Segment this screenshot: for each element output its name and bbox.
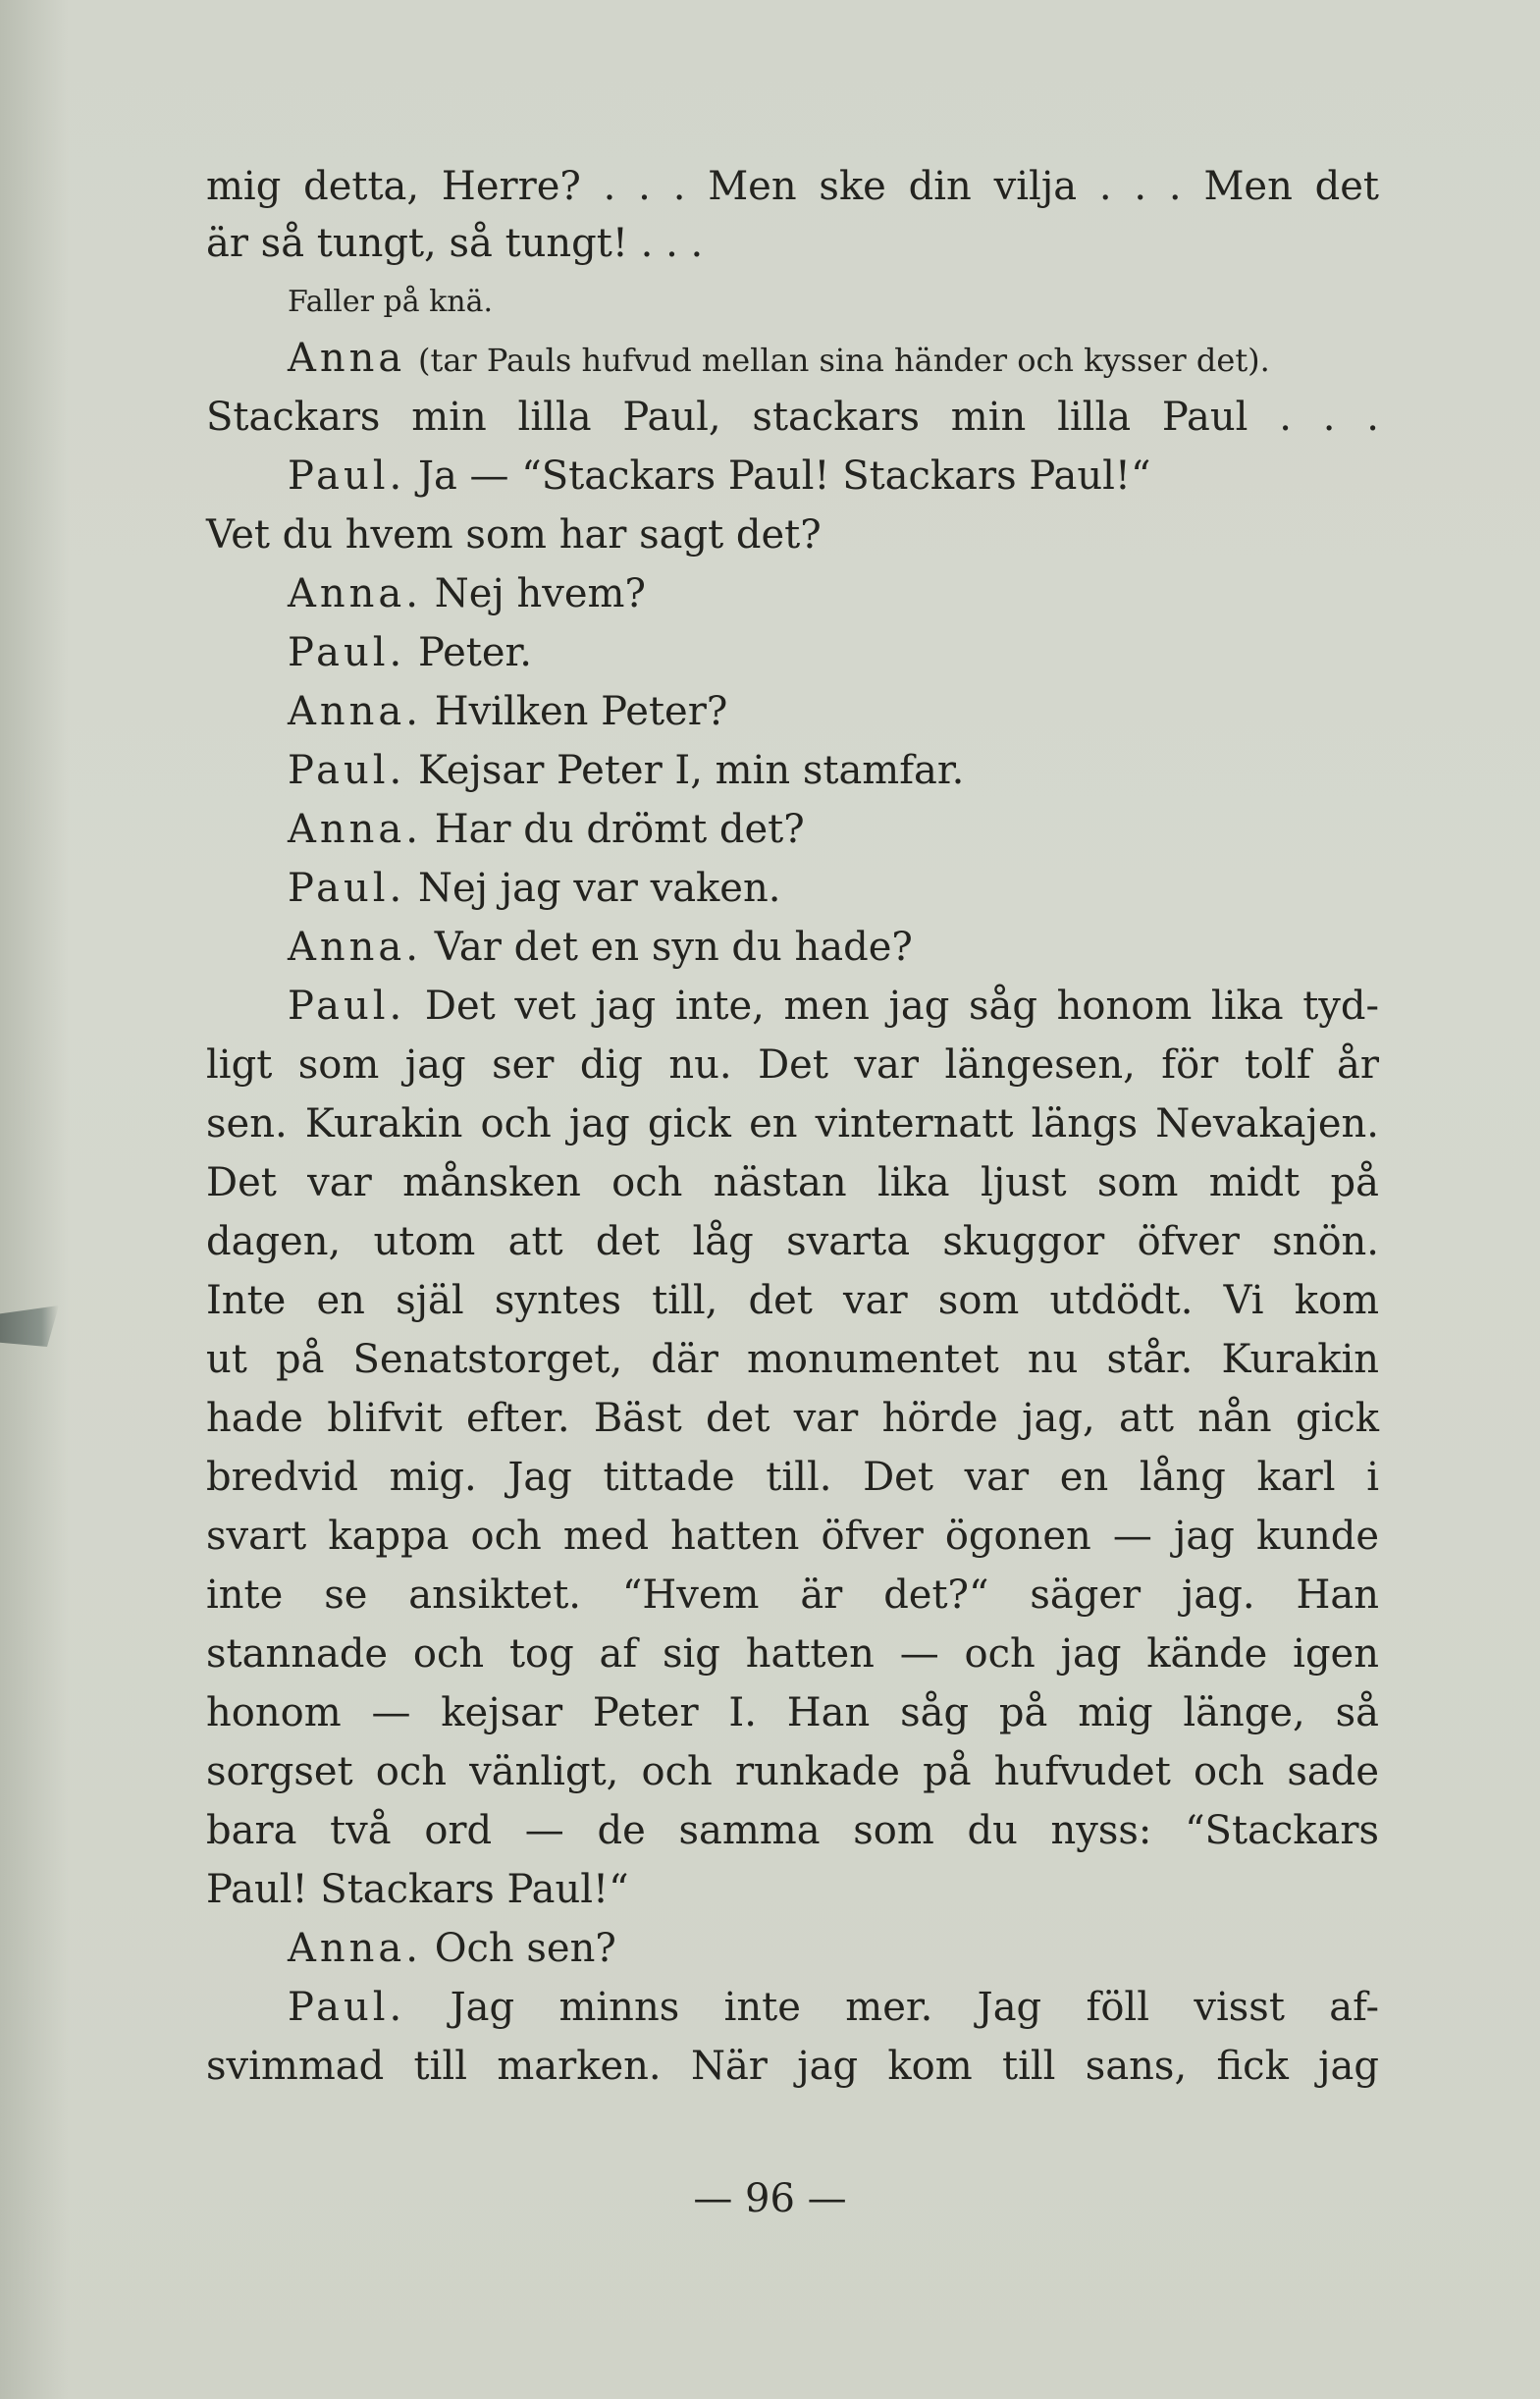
text-line: Det var månsken och nästan lika ljust som midt på <box>206 1160 1379 1205</box>
dialogue-line: Anna. Hvilken Peter? <box>288 689 728 734</box>
text-line: mig detta, Herre? . . . Men ske din vilja . . . Men det <box>206 164 1379 209</box>
text-line: Stackars min lilla Paul, stackars min lilla Paul . . . <box>206 395 1379 440</box>
speaker-name: Anna. <box>288 807 422 852</box>
text-line: sen. Kurakin och jag gick en vinternatt längs Nevakajen. <box>206 1101 1379 1146</box>
text-line: svart kappa och med hatten öfver ögonen — jag kunde <box>206 1514 1379 1559</box>
text-line: inte se ansiktet. “Hvem är det?“ säger jag. Han <box>206 1573 1379 1618</box>
dialogue-line: Paul. Kejsar Peter I, min stamfar. <box>288 748 965 793</box>
stage-direction: Faller på knä. <box>288 285 494 319</box>
speaker-name: Paul. <box>288 630 406 675</box>
dialogue-line: Anna. Nej hvem? <box>288 571 646 616</box>
speaker-name: Anna. <box>288 689 422 734</box>
speaker-name: Paul. <box>288 866 406 911</box>
dialogue-line: Paul. Ja — “Stackars Paul! Stackars Paul!“ <box>288 453 1151 499</box>
dialogue-line: Anna (tar Pauls hufvud mellan sina händer och kysser det). <box>288 336 1270 381</box>
text-line: svimmad till marken. När jag kom till sans, fick jag <box>206 2044 1379 2089</box>
text-line: Vet du hvem som har sagt det? <box>206 512 822 558</box>
dialogue-line: Paul. Peter. <box>288 630 532 675</box>
speaker-name: Paul. <box>288 748 406 793</box>
text-line: honom — kejsar Peter I. Han såg på mig länge, så <box>206 1690 1379 1735</box>
text-line: bredvid mig. Jag tittade till. Det var en lång karl i <box>206 1455 1379 1500</box>
speaker-name: Paul. <box>288 453 406 499</box>
text-line: hade blifvit efter. Bäst det var hörde jag, att nån gick <box>206 1396 1379 1441</box>
text-line: Paul! Stackars Paul!“ <box>206 1867 629 1912</box>
speaker-name: Paul. <box>288 1985 406 2030</box>
dialogue-line: Paul. Nej jag var vaken. <box>288 866 781 911</box>
page-number: — 96 — <box>693 2176 847 2221</box>
text-line: Inte en själ syntes till, det var som utdödt. Vi kom <box>206 1278 1379 1323</box>
speaker-name: Anna. <box>288 1926 422 1971</box>
dialogue-line: Paul. Jag minns inte mer. Jag föll visst af- <box>288 1985 1379 2030</box>
text-line: ligt som jag ser dig nu. Det var längesen, för tolf år <box>206 1042 1379 1088</box>
speaker-name: Anna. <box>288 925 422 970</box>
speaker-name: Anna. <box>288 571 422 616</box>
page-gutter-shadow <box>0 0 69 2399</box>
dialogue-line: Anna. Var det en syn du hade? <box>288 925 913 970</box>
dialogue-line: Paul. Det vet jag inte, men jag såg honom lika tyd- <box>288 984 1380 1029</box>
dialogue-line: Anna. Och sen? <box>288 1926 616 1971</box>
speaker-name: Paul. <box>288 984 406 1029</box>
text-line: är så tungt, så tungt! . . . <box>206 221 704 266</box>
speaker-name: Anna <box>288 336 406 381</box>
text-line: stannade och tog af sig hatten — och jag kände igen <box>206 1631 1379 1677</box>
dialogue-line: Anna. Har du drömt det? <box>288 807 805 852</box>
text-line: sorgset och vänligt, och runkade på hufvudet och sade <box>206 1749 1379 1794</box>
text-line: bara två ord — de samma som du nyss: “Stackars <box>206 1808 1379 1853</box>
text-line: dagen, utom att det låg svarta skuggor öfver snön. <box>206 1219 1379 1264</box>
text-line: ut på Senatstorget, där monumentet nu står. Kurakin <box>206 1337 1379 1382</box>
